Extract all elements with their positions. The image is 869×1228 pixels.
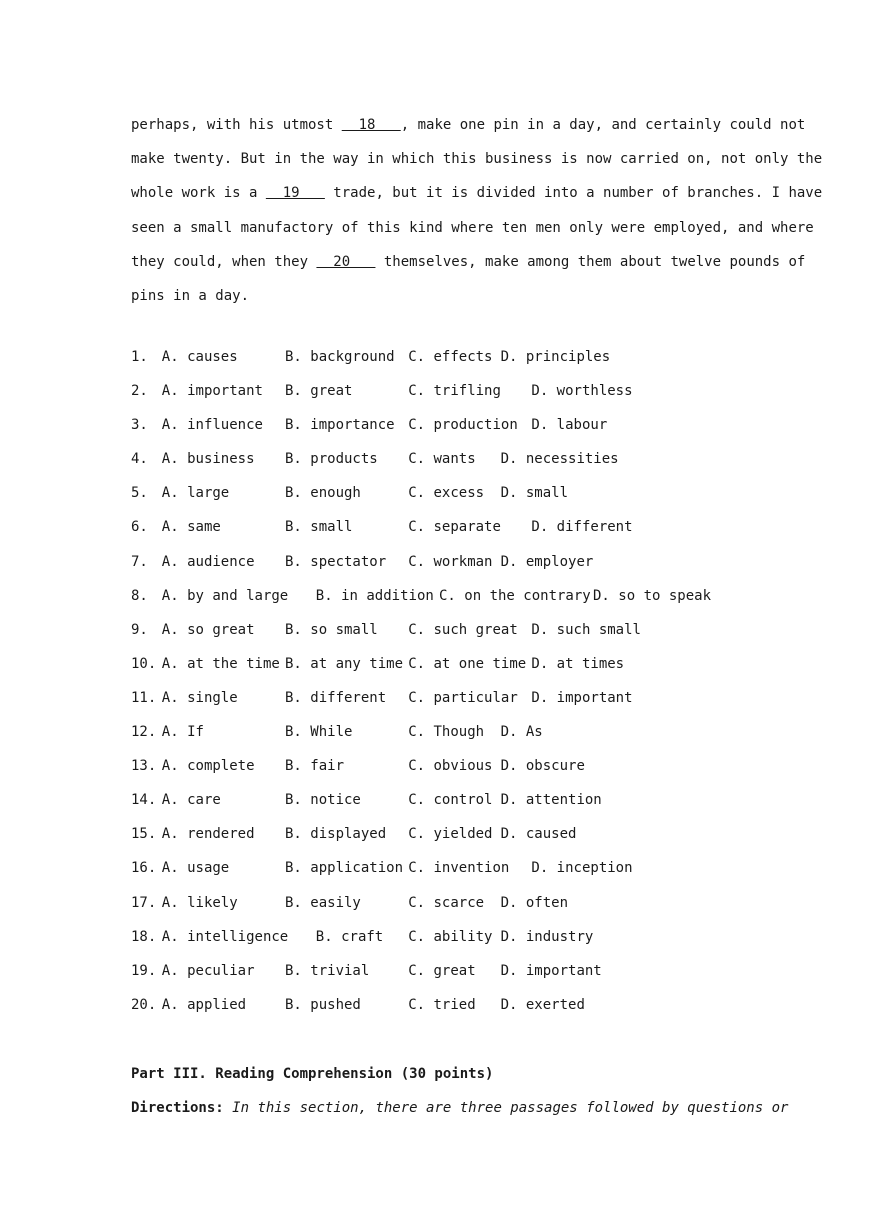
option-c: C. invention <box>408 860 510 877</box>
option-row <box>131 690 751 724</box>
option-c: C. Though <box>408 724 485 741</box>
option-a: A. likely <box>161 894 238 911</box>
passage-text: make twenty. But in the way in which this business is now carried on, not only the <box>131 151 823 168</box>
option-c: C. control <box>408 792 493 809</box>
question-number: 7. <box>131 553 148 570</box>
option-a: A. important <box>161 383 263 400</box>
option-c: C. workman <box>408 553 493 570</box>
question-number: 16. <box>131 860 157 877</box>
option-c: C. tried <box>408 996 476 1013</box>
option-row <box>131 519 751 553</box>
option-c: C. particular <box>408 689 518 706</box>
option-c: C. yielded <box>408 826 493 843</box>
option-d: D. so to speak <box>593 587 712 604</box>
question-number: 10. <box>131 655 157 672</box>
option-a: A. single <box>161 689 238 706</box>
option-b: B. pushed <box>285 996 361 1013</box>
option-d: D. caused <box>500 826 577 843</box>
option-row <box>131 963 751 997</box>
option-a: A. care <box>161 792 221 809</box>
option-b: B. notice <box>285 792 361 809</box>
option-a: A. business <box>161 451 255 468</box>
option-row <box>131 417 751 451</box>
passage-line <box>131 142 823 176</box>
question-number: 3. <box>131 417 148 434</box>
option-c: C. excess <box>408 485 485 502</box>
section-heading: Part III. Reading Comprehension (30 points) <box>131 1066 494 1082</box>
option-row <box>131 554 751 588</box>
passage-text: trade, but it is divided into a number of branches. I have <box>324 185 823 202</box>
passage-text: , make one pin in a day, and certainly could not <box>400 117 806 133</box>
option-b: B. background <box>285 349 395 365</box>
option-d: D. small <box>500 485 569 502</box>
option-a: A. influence <box>161 417 263 434</box>
passage-text: pins in a day. <box>131 287 250 304</box>
question-number: 4. <box>131 451 148 468</box>
option-row <box>131 724 751 758</box>
directions-label: Directions: <box>131 1100 224 1116</box>
option-c: C. effects <box>408 349 493 365</box>
option-b: B. small <box>285 519 353 536</box>
passage-text: themselves, make among them about twelve pounds of <box>375 253 806 270</box>
option-d: D. important <box>531 689 633 706</box>
option-d: D. inception <box>531 860 633 877</box>
option-row <box>131 860 751 894</box>
passage-line <box>131 245 806 279</box>
option-d: D. principles <box>500 349 611 365</box>
option-a: A. usage <box>161 860 230 877</box>
option-row <box>131 792 751 826</box>
passage-text: seen a small manufactory of this kind where ten men only were employed, and where <box>131 219 814 236</box>
passage-text: perhaps, with his utmost <box>131 117 342 133</box>
option-c: C. at one time <box>408 655 527 672</box>
question-number: 18. <box>131 928 157 945</box>
option-d: D. worthless <box>531 383 633 400</box>
option-c: C. scarce <box>408 894 485 911</box>
option-b: B. importance <box>285 417 395 434</box>
option-c: C. such great <box>408 621 518 638</box>
option-row <box>131 997 751 1031</box>
option-row <box>131 656 751 690</box>
option-c: C. on the contrary <box>439 587 591 604</box>
question-number: 13. <box>131 758 157 775</box>
option-d: D. employer <box>500 553 594 570</box>
option-row <box>131 451 751 485</box>
option-a: A. applied <box>161 996 247 1013</box>
passage-line <box>131 108 806 142</box>
passage-line <box>131 279 737 313</box>
option-b: B. trivial <box>285 962 370 979</box>
answer-blank: 19 <box>265 185 325 202</box>
option-row <box>131 622 751 656</box>
question-number: 1. <box>131 349 148 365</box>
question-number: 6. <box>131 519 148 536</box>
option-b: B. products <box>285 451 378 468</box>
cloze-options-list <box>131 349 751 1031</box>
option-d: D. often <box>500 894 569 911</box>
question-number: 20. <box>131 996 157 1013</box>
option-b: B. great <box>285 383 353 400</box>
option-row <box>131 383 751 417</box>
question-number: 8. <box>131 587 148 604</box>
option-a: A. large <box>161 485 230 502</box>
option-d: D. such small <box>531 621 641 638</box>
answer-blank: 18 <box>341 117 401 133</box>
option-row <box>131 588 751 622</box>
passage-line <box>131 176 823 210</box>
option-d: D. exerted <box>500 996 585 1013</box>
option-d: D. different <box>531 519 633 536</box>
cloze-passage <box>131 108 823 313</box>
passage-text: whole work is a <box>131 185 266 202</box>
option-c: C. great <box>408 962 476 979</box>
option-c: C. ability <box>408 928 493 945</box>
question-number: 9. <box>131 621 148 638</box>
passage-line <box>131 211 814 245</box>
option-row <box>131 349 751 383</box>
option-d: D. obscure <box>500 758 585 775</box>
question-number: 11. <box>131 689 157 706</box>
option-row <box>131 929 751 963</box>
option-a: A. peculiar <box>161 962 255 979</box>
section-directions <box>131 1100 789 1116</box>
option-c: C. obvious <box>408 758 493 775</box>
option-c: C. production <box>408 417 518 434</box>
option-d: D. important <box>500 962 602 979</box>
option-a: A. same <box>161 519 221 536</box>
option-d: D. As <box>500 724 543 741</box>
question-number: 14. <box>131 792 157 809</box>
option-b: B. spectator <box>285 553 387 570</box>
option-row <box>131 826 751 860</box>
option-a: A. complete <box>161 758 255 775</box>
option-row <box>131 895 751 929</box>
option-b: B. While <box>285 724 353 741</box>
option-row <box>131 485 751 519</box>
option-d: D. labour <box>531 417 608 434</box>
option-d: D. at times <box>531 655 625 672</box>
option-b: B. enough <box>285 485 361 502</box>
option-d: D. necessities <box>500 451 619 468</box>
question-number: 15. <box>131 826 157 843</box>
option-a: A. rendered <box>161 826 255 843</box>
option-b: B. displayed <box>285 826 387 843</box>
passage-text: they could, when they <box>131 253 317 270</box>
option-b: B. craft <box>315 928 384 945</box>
option-d: D. attention <box>500 792 602 809</box>
question-number: 2. <box>131 383 148 400</box>
option-a: A. by and large <box>161 587 289 604</box>
option-b: B. at any time <box>285 655 404 672</box>
answer-blank: 20 <box>316 253 376 270</box>
option-b: B. easily <box>285 894 361 911</box>
option-a: A. audience <box>161 553 255 570</box>
option-a: A. intelligence <box>161 928 289 945</box>
option-a: A. causes <box>161 349 238 365</box>
option-c: C. separate <box>408 519 501 536</box>
option-row <box>131 758 751 792</box>
question-number: 5. <box>131 485 148 502</box>
option-c: C. trifling <box>408 383 501 400</box>
question-number: 12. <box>131 724 157 741</box>
option-a: A. so great <box>161 621 255 638</box>
option-b: B. so small <box>285 621 378 638</box>
question-number: 17. <box>131 894 157 911</box>
option-b: B. fair <box>285 758 345 775</box>
option-c: C. wants <box>408 451 476 468</box>
option-b: B. different <box>285 689 387 706</box>
question-number: 19. <box>131 962 157 979</box>
option-a: A. at the time <box>161 655 280 672</box>
option-b: B. in addition <box>315 587 434 604</box>
option-d: D. industry <box>500 928 594 945</box>
option-a: A. If <box>161 724 204 741</box>
option-b: B. application <box>285 860 404 877</box>
directions-text: In this section, there are three passages followed by questions or <box>232 1100 789 1116</box>
